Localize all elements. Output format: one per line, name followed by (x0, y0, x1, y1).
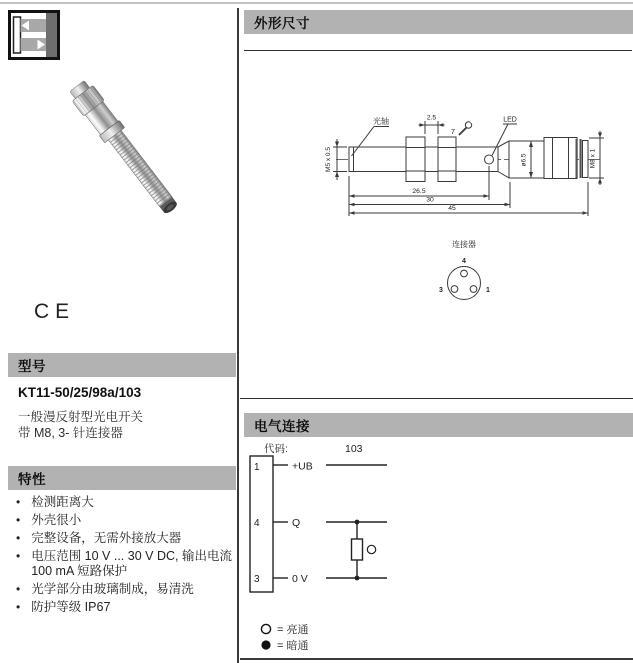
model-description-line2: 带 M8, 3- 针连接器 (18, 426, 123, 440)
column-divider (237, 8, 239, 663)
dimension-drawing (240, 58, 633, 394)
wiring-lines (250, 456, 387, 592)
bullet-icon: • (16, 495, 21, 509)
list-item (16, 582, 232, 597)
connector-pin1-label: 1 (486, 287, 490, 294)
code-value: 103 (345, 443, 363, 455)
dim-30-label: 30 (426, 196, 434, 204)
optical-axis-label: 光轴 (373, 117, 389, 126)
pin-label: Q (292, 517, 301, 529)
pin-label: 0 V (292, 573, 308, 585)
nut-gap-label: 2.5 (426, 114, 437, 122)
pin-number: 1 (254, 462, 260, 473)
list-item (16, 531, 232, 546)
light-on-symbol (261, 624, 270, 633)
rule (240, 398, 633, 399)
feature-text: 电压范围 10 V ... 30 V DC, 输出电流 100 mA 短路保护 (31, 549, 232, 578)
logo-sensor-bar (14, 17, 21, 53)
bullet-icon: • (16, 531, 21, 545)
dimensions-section-header (244, 10, 633, 34)
dim-nut-gap (419, 121, 445, 134)
sensor-outline (349, 137, 588, 182)
bullet-icon: • (16, 549, 21, 563)
features-section-title: 特性 (18, 472, 46, 487)
wrench-icon (459, 120, 474, 136)
feature-text: 外壳很小 (31, 513, 82, 527)
list-item (16, 495, 232, 510)
model-section-header (8, 353, 236, 377)
logo-target-bar (46, 13, 57, 57)
sensor-body-photo (67, 78, 183, 218)
body-diameter-label: ø6.5 (520, 153, 528, 167)
top-rule (0, 2, 633, 4)
led-leader (492, 124, 508, 156)
thread-left-label: M5 x 0.5 (325, 147, 332, 172)
pin-label: +UB (292, 460, 313, 473)
feature-text: 光学部分由玻璃制成，易清洗 (31, 582, 194, 596)
dim-45-label: 45 (448, 205, 456, 212)
model-description-line1: 一般漫反射型光电开关 (18, 410, 144, 424)
led-label: LED (503, 116, 517, 124)
output-state-symbol (367, 545, 375, 553)
feature-text: 防护等级 IP67 (31, 600, 111, 614)
bullet-icon: • (16, 600, 21, 614)
dark-on-symbol (261, 640, 270, 649)
rule (240, 658, 633, 660)
pin-number: 3 (254, 574, 260, 585)
wrench-size-label: 7 (450, 127, 456, 136)
connector-front-view (448, 267, 481, 300)
feature-text: 检测距离大 (31, 495, 94, 509)
electrical-section-title: 电气连接 (254, 419, 310, 434)
product-photo (46, 58, 206, 230)
output-legend (261, 623, 308, 652)
list-item (16, 549, 232, 579)
connector-view-title: 连接器 (452, 240, 476, 249)
led-indicator (485, 155, 494, 164)
legend-dark-on-text: = 暗通 (277, 640, 309, 652)
ce-mark: CE (34, 300, 76, 323)
sensor-pictogram-logo (8, 10, 60, 60)
connector-pin4-label: 4 (462, 258, 466, 265)
dimensions-section-title: 外形尺寸 (254, 16, 310, 31)
list-item (16, 513, 232, 528)
legend-light-on-text: = 亮通 (277, 624, 309, 636)
list-item (16, 600, 232, 615)
electrical-section-header (244, 413, 633, 437)
rule (244, 50, 632, 51)
load-resistor (352, 539, 363, 560)
thread-right-label: M8 x 1 (589, 148, 597, 169)
features-list (16, 495, 232, 618)
wiring-diagram (240, 440, 633, 656)
feature-text: 完整设备，无需外接放大器 (31, 531, 182, 545)
model-number: KT11-50/25/98a/103 (18, 385, 142, 400)
connector-pin3-label: 3 (439, 287, 443, 294)
bullet-icon: • (16, 513, 21, 527)
pin-number: 4 (254, 518, 260, 529)
features-section-header (8, 466, 236, 490)
model-section-title: 型号 (18, 359, 46, 374)
dim-26-5-label: 26.5 (412, 188, 426, 195)
code-label: 代码: (264, 443, 288, 455)
bullet-icon: • (16, 582, 21, 596)
